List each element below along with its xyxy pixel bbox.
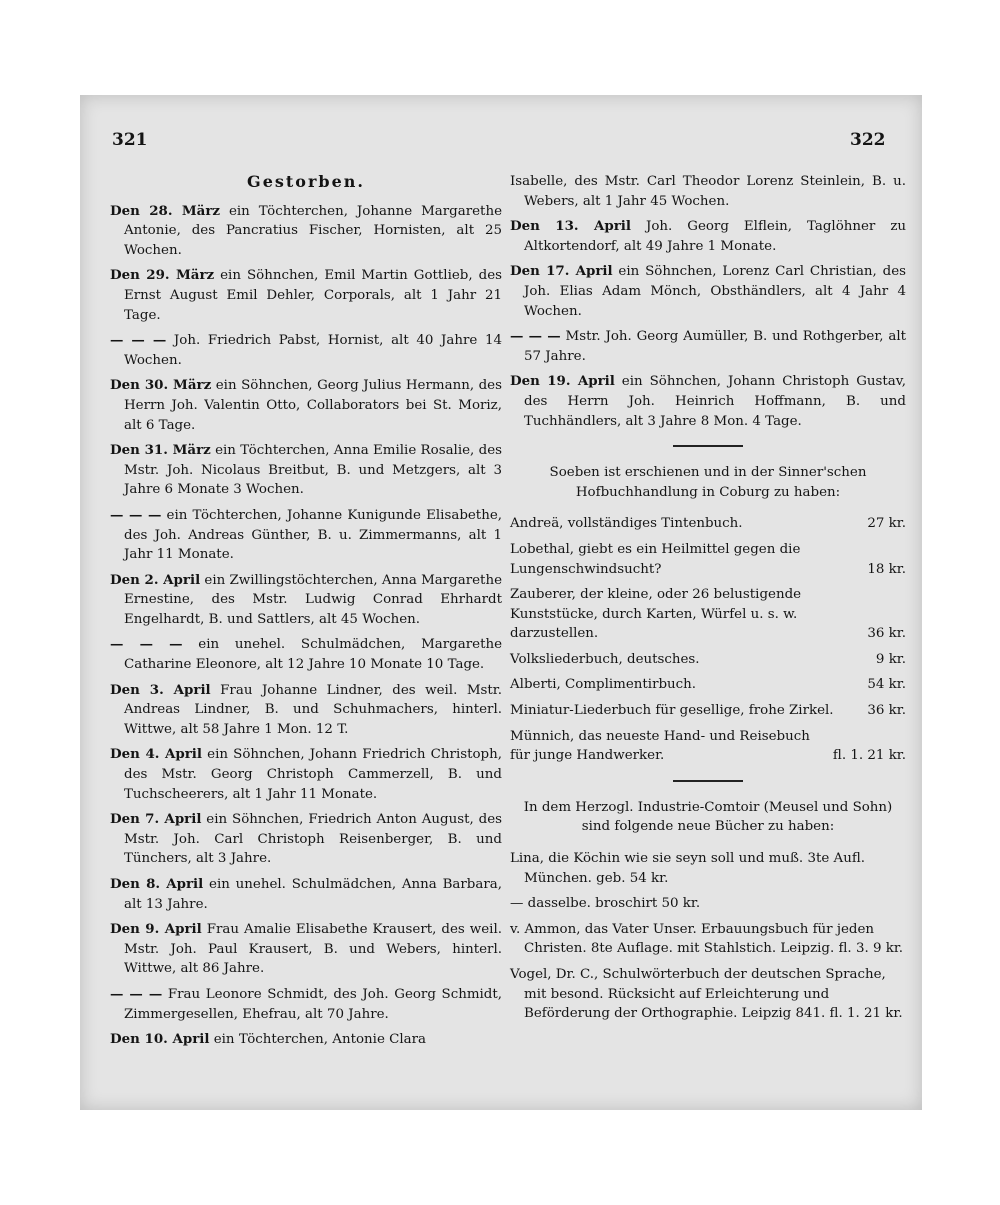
entry-text: Frau Leonore Schmidt, des Joh. Georg Schmidt, Zimmergesellen, Ehefrau, alt 70 Jahre. [124, 986, 503, 1022]
entry-text: ein unehel. Schulmädchen, Margarethe Catharine Eleonore, alt 12 Jahre 10 Monate 10 Tage. [124, 637, 502, 673]
entry-date: Den 13. April [510, 218, 631, 235]
book-price: 54 kr. [867, 677, 906, 693]
entry-date: — — — [510, 328, 561, 345]
book-list-sinner [510, 514, 906, 766]
entry-text: ein Zwillingstöchterchen, Anna Margarethe Ernestine, des Mstr. Ludwig Conrad Ehrhardt Engelhardt, B. und Sattlers, alt 45 Wochen. [124, 572, 502, 627]
death-entry [110, 1030, 502, 1050]
book-price: 18 kr. [867, 561, 906, 577]
book-item: Vogel, Dr. C., Schulwörterbuch der deutschen Sprache, mit besond. Rücksicht auf Erleichterung und Beförderung der Orthographie. Leipzig 841. fl. 1. 21 kr. [510, 967, 903, 1022]
book-price: 36 kr. [867, 703, 906, 719]
entry-text: ein Söhnchen, Johann Christoph Gustav, des Herrn Joh. Heinrich Hoffmann, B. und Tuchhändlers, alt 3 Jahre 8 Mon. 4 Tage. [524, 374, 906, 429]
book-price: 36 kr. [867, 626, 906, 642]
divider [673, 780, 743, 782]
death-entry [510, 327, 906, 366]
entry-date: Den 9. April [110, 921, 202, 938]
book-title: Volksliederbuch, deutsches. [510, 651, 700, 667]
death-entry [110, 745, 502, 804]
entry-text: ein Töchterchen, Anna Emilie Rosalie, des Mstr. Joh. Nicolaus Breitbut, B. und Metzgers, alt 3 Jahre 6 Monate 3 Wochen. [124, 443, 502, 498]
book-item [510, 514, 906, 534]
book-item: — dasselbe. broschirt 50 kr. [510, 896, 701, 912]
death-entry [510, 262, 906, 321]
book-item [510, 585, 906, 644]
entry-text: Mstr. Joh. Georg Aumüller, B. und Rothgerber, alt 57 Jahre. [524, 329, 906, 364]
death-entry [110, 571, 502, 630]
entry-text: ein Töchterchen, Johanne Kunigunde Elisabethe, des Joh. Andreas Günther, B. u. Zimmermanns, alt 1 Jahr 11 Monate. [124, 507, 502, 563]
entry-date: — — — [110, 332, 167, 349]
death-entry [110, 681, 502, 740]
death-entry [110, 635, 502, 674]
book-list-meusel [510, 849, 906, 1024]
death-entry [510, 372, 906, 431]
book-item: v. Ammon, das Vater Unser. Erbauungsbuch für jeden Christen. 8te Auflage. mit Stahlstich. Leipzig. fl. 3. 9 kr. [510, 921, 904, 957]
death-entry [110, 266, 502, 325]
book-title: Miniatur-Liederbuch für gesellige, frohe Zirkel. [510, 703, 834, 719]
entry-date: Den 17. April [510, 263, 613, 280]
entry-date: — — — [110, 985, 163, 1002]
book-price: fl. 1. 21 kr. [832, 748, 906, 764]
entry-date: Den 3. April [110, 681, 211, 698]
death-entries [110, 202, 502, 1050]
page-number-right: 322 [850, 130, 886, 150]
death-entry [510, 217, 906, 256]
deaths-heading: Gestorben. [247, 172, 365, 191]
entry-text: ein Söhnchen, Johann Friedrich Christoph, des Mstr. Georg Christoph Cammerzell, B. und Tuchscheerers, alt 1 Jahr 11 Monate. [124, 747, 502, 802]
entry-date: — — — [110, 506, 162, 523]
entry-date: Den 7. April [110, 811, 202, 828]
announcement-meusel: In dem Herzogl. Industrie-Comtoir (Meusel und Sohn) sind folgende neue Bücher zu haben: [523, 799, 893, 835]
book-title: Münnich, das neueste Hand- und Reisebuch für junge Handwerker. [510, 728, 810, 764]
entry-text: ein Söhnchen, Emil Martin Gottlieb, des Ernst August Emil Dehler, Corporals, alt 1 Jahr 21 Tage. [124, 268, 502, 323]
entry-date: Den 2. April [110, 571, 201, 588]
book-item [510, 650, 906, 670]
book-item [510, 675, 906, 695]
entry-date: Den 19. April [510, 373, 615, 390]
right-column [510, 172, 906, 1030]
entry-date: Den 4. April [110, 746, 202, 763]
death-entry [110, 202, 502, 261]
page-number-left: 321 [112, 130, 148, 150]
book-price: 27 kr. [867, 516, 906, 532]
death-entry [510, 172, 906, 211]
entry-text: ein Söhnchen, Georg Julius Hermann, des Herrn Joh. Valentin Otto, Collaborators bei St. Moriz, alt 6 Tage. [124, 378, 502, 433]
entry-date: Den 10. April [110, 1031, 210, 1048]
death-entry [110, 920, 502, 979]
entry-text: ein Söhnchen, Friedrich Anton August, des Mstr. Joh. Carl Christoph Reisenberger, B. und Tünchers, alt 3 Jahre. [124, 812, 502, 867]
book-price: 9 kr. [875, 651, 906, 667]
entry-date: Den 8. April [110, 876, 204, 892]
death-entry [110, 810, 502, 869]
death-entry [110, 331, 502, 370]
book-item [510, 540, 906, 579]
entry-date: Den 29. März [110, 267, 215, 284]
entry-text: Isabelle, des Mstr. Carl Theodor Lorenz Steinlein, B. u. Webers, alt 1 Jahr 45 Wochen. [510, 174, 906, 209]
death-entry [110, 441, 502, 500]
announcement-sinner: Soeben ist erschienen und in der Sinner'schen Hofbuchhandlung in Coburg zu haben: [549, 465, 867, 500]
death-entry [110, 875, 502, 914]
divider [673, 445, 743, 447]
book-title: Alberti, Complimentirbuch. [510, 677, 697, 693]
book-title: Andreä, vollständiges Tintenbuch. [510, 516, 743, 532]
entry-text: Joh. Georg Elflein, Taglöhner zu Altkortendorf, alt 49 Jahre 1 Monate. [524, 219, 907, 254]
death-entry [110, 506, 502, 565]
entry-text: ein Söhnchen, Lorenz Carl Christian, des Joh. Elias Adam Mönch, Obsthändlers, alt 4 Jahr 4 Wochen. [524, 264, 906, 319]
entry-date: Den 28. März [110, 202, 221, 219]
entry-text: Frau Amalie Elisabethe Krausert, des weil. Mstr. Joh. Paul Krausert, B. und Webers, hinterl. Wittwe, alt 86 Jahre. [124, 922, 502, 977]
entry-text: ein Töchterchen, Johanne Margarethe Antonie, des Pancratius Fischer, Hornisten, alt 25 Wochen. [124, 203, 502, 258]
entry-date: — — — [110, 636, 183, 653]
left-column [110, 172, 502, 1056]
death-entry [110, 376, 502, 435]
book-item: Lina, die Köchin wie sie seyn soll und muß. 3te Aufl. München. geb. 54 kr. [510, 851, 866, 886]
book-item [510, 701, 906, 721]
entry-date: Den 30. März [110, 377, 212, 394]
entry-text: Frau Johanne Lindner, des weil. Mstr. Andreas Lindner, B. und Schuhmachers, hinterl. Wittwe, alt 58 Jahre 1 Mon. 12 T. [124, 682, 502, 737]
entry-text: Joh. Friedrich Pabst, Hornist, alt 40 Jahre 14 Wochen. [124, 333, 503, 368]
death-entry [110, 985, 502, 1024]
death-entries-continued [510, 172, 906, 431]
entry-date: Den 31. März [110, 442, 211, 459]
entry-text: ein unehel. Schulmädchen, Anna Barbara, alt 13 Jahre. [124, 877, 502, 912]
entry-text: ein Töchterchen, Antonie Clara [209, 1032, 427, 1048]
book-title: Lobethal, giebt es ein Heilmittel gegen die Lungenschwindsucht? [510, 541, 801, 577]
book-title: Zauberer, der kleine, oder 26 belustigende Kunststücke, durch Karten, Würfel u. s. w. darzustellen. [510, 587, 802, 642]
book-item [510, 727, 906, 766]
